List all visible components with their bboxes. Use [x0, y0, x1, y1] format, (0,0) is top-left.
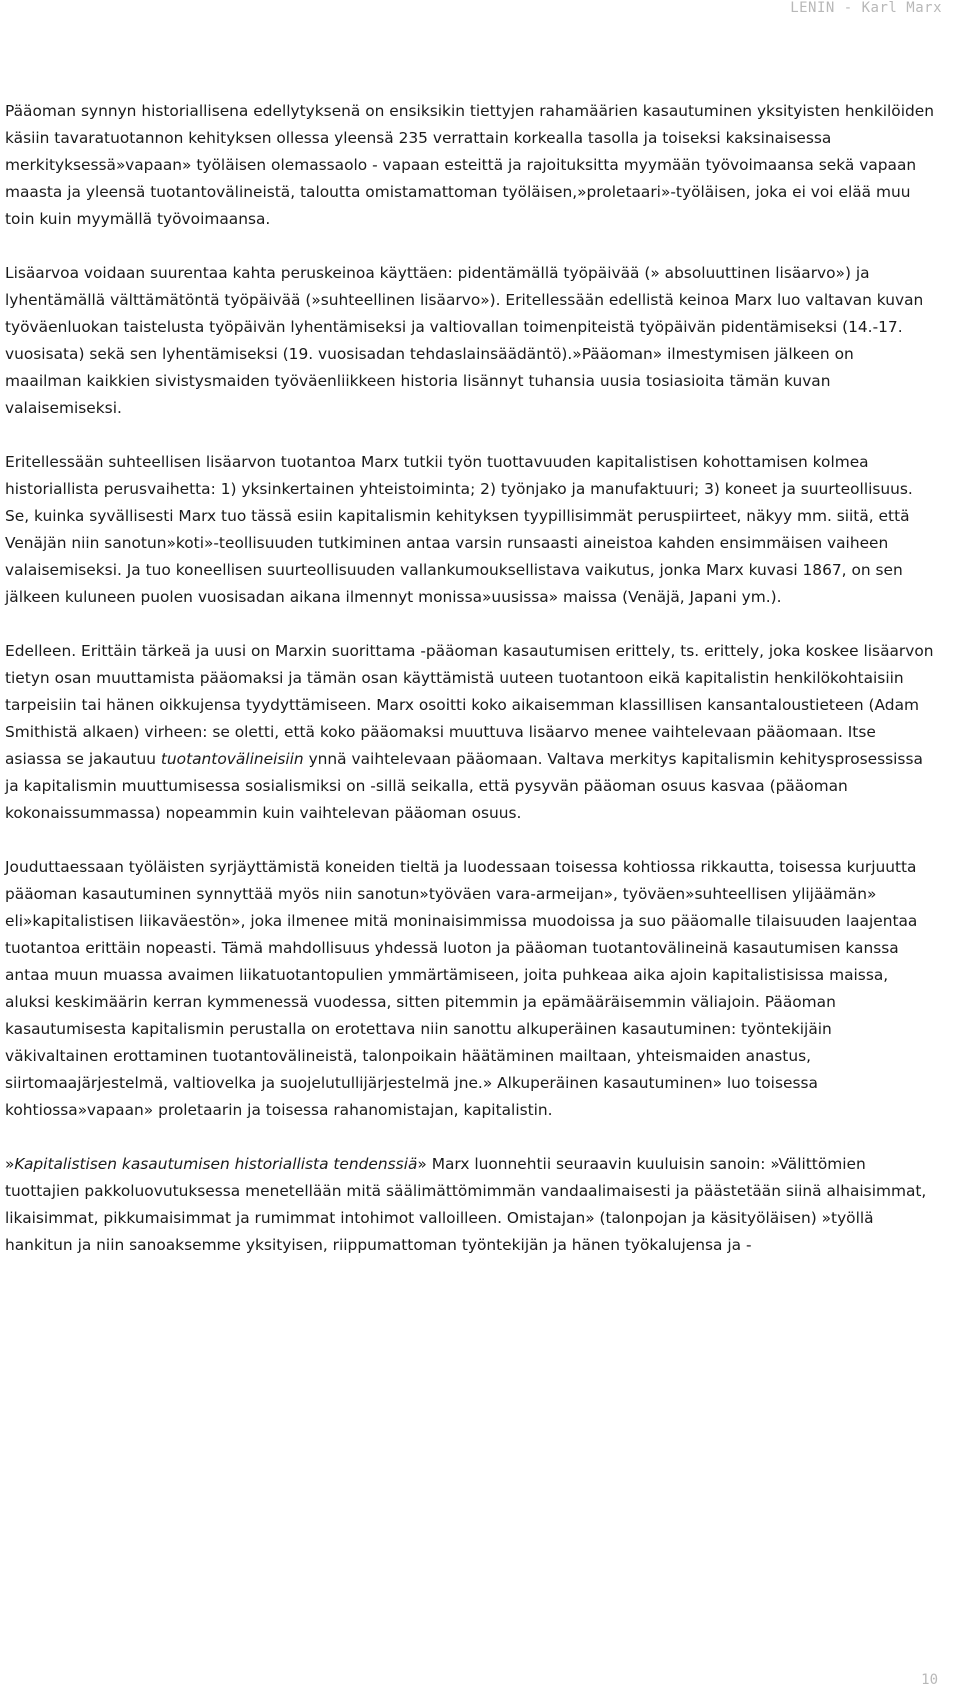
- running-header: LENIN - Karl Marx: [790, 0, 942, 16]
- paragraph-accumulation-text-b: ynnä vaihtelevaan pääomaan. Valtava merkitys kapitalismin kehitysprosessissa ja kapitalismin muuttumisessa sosialismiksi on -sillä seikalla, että pysyvän pääoman osuus kasvaa (pääoman kokonaissummassa) nopeammin kuin vaihtelevan pääoman osuus.: [5, 750, 923, 822]
- paragraph-tendency-text-a: »: [5, 1155, 15, 1173]
- emphasis-means-of-production: tuotantovälineisiin: [160, 750, 304, 768]
- paragraph-accumulation: [5, 638, 935, 827]
- emphasis-historical-tendency: Kapitalistisen kasautumisen historiallista tendenssiä: [14, 1155, 418, 1173]
- paragraph-capital-origin: Pääoman synnyn historiallisena edellytyksenä on ensiksikin tiettyjen rahamäärien kasautuminen yksityisten henkilöiden käsiin tavaratuotannon kehityksen ollessa yleensä 235 verrattain korkealla tasolla ja toiseksi kaksinaisessa merkityksessä»vapaan» työläisen olemassaolo - vapaan esteittä ja rajoituksitta myymään työvoimaansa sekä vapaan maasta ja yleensä tuotantovälineistä, taloutta omistamattoman työläisen,»proletaari»-työläisen, joka ei voi elää muu toin kuin myymällä työvoimaansa.: [5, 102, 934, 228]
- paragraph-accumulation-text-a: Edelleen. Erittäin tärkeä ja uusi on Marxin suorittama -pääoman kasautumisen erittely, ts. erittely, joka koskee lisäarvon tietyn osan muuttamista pääomaksi ja tämän osan käyttämistä uuteen tuotantoon eikä kapitalistin henkilökohtaisiin tarpeisiin tai hänen oikkujensa tyydyttämiseen. Marx osoitti koko aikaisemman klassillisen kansantaloustieteen (Adam Smithistä alkaen) virheen: se oletti, että koko pääomaksi muuttuva lisäarvo menee vaihtelevaan pääomaan. Itse asiassa se jakautuu: [5, 642, 934, 768]
- paragraph-tendency-text-b: » Marx luonnehtii seuraavin kuuluisin sanoin: »Välittömien tuottajien pakkoluovutuksessa menetellään mitä säälimättömimmän vandaalimaisesti ja päästetään siinä alhaisimmat, likaisimmat, pikkumaisimmat ja rumimmat intohimot valloilleen. Omistajan» (talonpojan ja käsityöläisen) »työllä hankitun ja niin sanoaksemme yksityisen, riippumattoman työntekijän ja hänen työkalujensa ja -: [5, 1155, 927, 1254]
- paragraph-surplus-value: Lisäarvoa voidaan suurentaa kahta peruskeinoa käyttäen: pidentämällä työpäivää (» absoluuttinen lisäarvo») ja lyhentämällä välttämätöntä työpäivää (»suhteellinen lisäarvo»). Eritellessään edellistä keinoa Marx luo valtavan kuvan työväenluokan taistelusta työpäivän lyhentämiseksi ja valtiovallan toimenpiteistä työpäivän pidentämiseksi (14.-17. vuosisata) sekä sen lyhentämiseksi (19. vuosisadan tehdaslainsäädäntö).»Pääoman» ilmestymisen jälkeen on maailman kaikkien sivistysmaiden työväenliikkeen historia lisännyt tuhansia uusia tosiasioita tämän kuvan valaisemiseksi.: [5, 264, 924, 417]
- paragraph-historical-tendency: [5, 1151, 935, 1259]
- page-number: 10: [921, 1672, 938, 1688]
- paragraph-relative-surplus-value: Eritellessään suhteellisen lisäarvon tuotantoa Marx tutkii työn tuottavuuden kapitalistisen kohottamisen kolmea historiallista perusvaihetta: 1) yksinkertainen yhteistoiminta; 2) työnjako ja manufaktuuri; 3) koneet ja suurteollisuus. Se, kuinka syvällisesti Marx tuo tässä esiin kapitalismin kehityksen tyypillisimmät peruspiirteet, näkyy mm. siitä, että Venäjän niin sanotun»koti»-teollisuuden tutkiminen antaa varsin runsaasti aineistoa kahden ensimmäisen vaiheen valaisemiseksi. Ja tuo koneellisen suurteollisuuden vallankumouksellistava vaikutus, jonka Marx kuvasi 1867, on sen jälkeen kuluneen puolen vuosisadan aikana ilmennyt monissa»uusissa» maissa (Venäjä, Japani ym.).: [5, 453, 913, 606]
- paragraph-reserve-army: Jouduttaessaan työläisten syrjäyttämistä koneiden tieltä ja luodessaan toisessa kohtiossa rikkautta, toisessa kurjuutta pääoman kasautuminen synnyttää myös niin sanotun»työväen vara-armeijan», työväen»suhteellisen ylijäämän» eli»kapitalistisen liikaväestön», joka ilmenee mitä moninaisimmissa muodoissa ja suo pääomalle tilaisuuden laajentaa tuotantoa erittäin nopeasti. Tämä mahdollisuus yhdessä luoton ja pääoman tuotantovälineinä kasautumisen kanssa antaa muun muassa avaimen liikatuotantopulien ymmärtämiseen, joita puhkeaa aika ajoin kapitalistisissa maissa, aluksi keskimäärin kerran kymmenessä vuodessa, sitten pitemmin ja epämääräisemmin väliajoin. Pääoman kasautumisesta kapitalismin perustalla on erotettava niin sanottu alkuperäinen kasautuminen: työntekijäin väkivaltainen erottaminen tuotantovälineistä, talonpoikain häätäminen mailtaan, yhteismaiden anastus, siirtomaajärjestelmä, valtiovelka ja suojelutullijärjestelmä jne.» Alkuperäinen kasautuminen» luo toisessa kohtiossa»vapaan» proletaarin ja toisessa rahanomistajan, kapitalistin.: [5, 858, 918, 1119]
- document-body: [5, 98, 935, 1286]
